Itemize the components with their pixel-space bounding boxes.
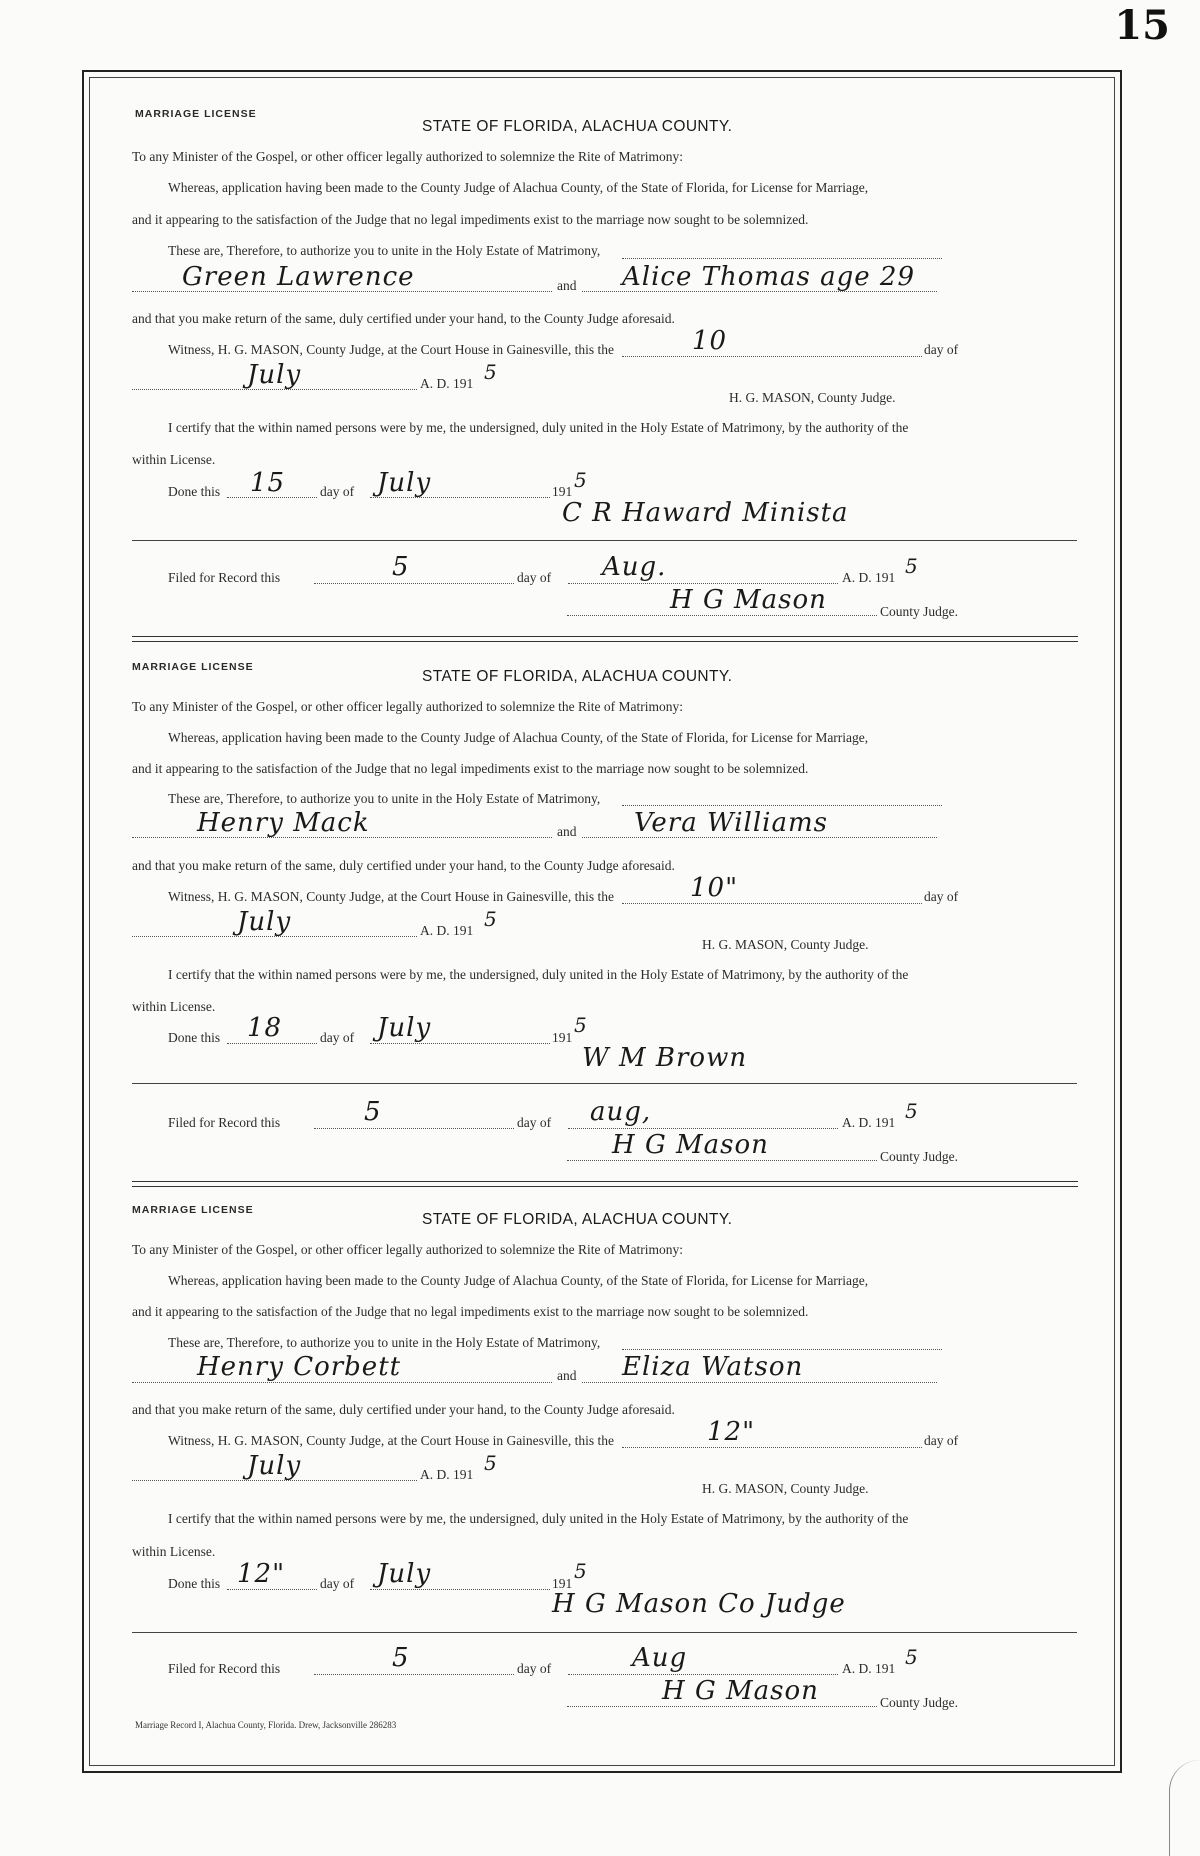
done-day: 12" <box>237 1559 286 1589</box>
page-number: 15 <box>1114 2 1170 49</box>
license-day: 12" <box>707 1417 756 1447</box>
bride-name: Eliza Watson <box>622 1352 804 1382</box>
authorize-line: These are, Therefore, to authorize you to unite in the Holy Estate of Matrimony, <box>168 791 601 806</box>
done-year-digit: 5 <box>574 468 588 492</box>
county-judge-text: County Judge. <box>880 1149 959 1164</box>
ad-text: A. D. 191 <box>420 923 474 938</box>
section-divider <box>132 1181 1078 1187</box>
return-line: and that you make return of the same, duly certified under your hand, to the County Judge aforesaid. <box>132 1402 675 1417</box>
filed-day-of-text: day of <box>517 1661 552 1676</box>
filed-text: Filed for Record this <box>168 1115 281 1130</box>
filed-ad-text: A. D. 191 <box>842 570 896 585</box>
groom-name: Henry Corbett <box>197 1352 402 1382</box>
filed-month: Aug. <box>602 552 667 582</box>
done-year-prefix: 191 <box>552 1030 573 1045</box>
done-day: 15 <box>250 468 286 498</box>
license-label: MARRIAGE LICENSE <box>132 1204 254 1216</box>
license-label: MARRIAGE LICENSE <box>132 661 254 673</box>
officiant-signature: C R Haward Minista <box>562 498 849 528</box>
filed-year-digit: 5 <box>905 1099 919 1123</box>
whereas-line: Whereas, application having been made to the County Judge of Alachua County, of the State of Florida, for License for Marriage, <box>168 1273 869 1288</box>
return-line: and that you make return of the same, duly certified under your hand, to the County Judge aforesaid. <box>132 311 675 326</box>
filed-year-digit: 5 <box>905 554 919 578</box>
witness-line: Witness, H. G. MASON, County Judge, at the Court House in Gainesville, this the <box>168 889 615 904</box>
authorize-line: These are, Therefore, to authorize you to unite in the Holy Estate of Matrimony, <box>168 243 601 258</box>
done-year-digit: 5 <box>574 1013 588 1037</box>
filed-month: aug, <box>590 1097 652 1127</box>
address-line: To any Minister of the Gospel, or other officer legally authorized to solemnize the Rite of Matrimony: <box>132 1242 684 1257</box>
filed-day-of-text: day of <box>517 1115 552 1130</box>
whereas-line: Whereas, application having been made to the County Judge of Alachua County, of the State of Florida, for License for Marriage, <box>168 180 869 195</box>
bride-name: Alice Thomas age 29 <box>622 262 916 292</box>
filed-day-of-text: day of <box>517 570 552 585</box>
filed-month: Aug <box>632 1643 688 1673</box>
filed-day: 5 <box>392 1643 410 1673</box>
ad-text: A. D. 191 <box>420 1467 474 1482</box>
day-of-text: day of <box>924 889 959 904</box>
filed-year-digit: 5 <box>905 1645 919 1669</box>
license-day: 10" <box>690 873 739 903</box>
filed-day: 5 <box>392 552 410 582</box>
footer-imprint: Marriage Record I, Alachua County, Florida. Drew, Jacksonville 286283 <box>135 1720 397 1730</box>
address-line: To any Minister of the Gospel, or other officer legally authorized to solemnize the Rite of Matrimony: <box>132 149 684 164</box>
done-this-text: Done this <box>168 1576 221 1591</box>
done-year-prefix: 191 <box>552 1576 573 1591</box>
filed-ad-text: A. D. 191 <box>842 1661 896 1676</box>
filed-signature: H G Mason <box>670 585 827 615</box>
within-license-text: within License. <box>132 1544 216 1559</box>
certify-line: I certify that the within named persons were by me, the undersigned, duly united in the Holy Estate of Matrimony, by the authority of the <box>168 1511 909 1526</box>
license-header: STATE OF FLORIDA, ALACHUA COUNTY. <box>422 118 733 135</box>
license-year-digit: 5 <box>484 907 498 931</box>
groom-name: Green Lawrence <box>182 262 415 292</box>
license-year-digit: 5 <box>484 360 498 384</box>
witness-line: Witness, H. G. MASON, County Judge, at the Court House in Gainesville, this the <box>168 1433 615 1448</box>
license-day: 10 <box>692 326 728 356</box>
license-month: July <box>247 360 302 390</box>
license-month: July <box>247 1451 302 1481</box>
judge-signature-text: H. G. MASON, County Judge. <box>702 1481 869 1496</box>
done-month: July <box>377 468 432 498</box>
appearing-line: and it appearing to the satisfaction of the Judge that no legal impediments exist to the marriage now sought to be solemnized. <box>132 761 809 776</box>
county-judge-text: County Judge. <box>880 604 959 619</box>
and-text: and <box>557 1368 577 1383</box>
whereas-line: Whereas, application having been made to the County Judge of Alachua County, of the State of Florida, for License for Marriage, <box>168 730 869 745</box>
day-of-text: day of <box>924 342 959 357</box>
page-edge <box>1169 1760 1200 1856</box>
authorize-line: These are, Therefore, to authorize you to unite in the Holy Estate of Matrimony, <box>168 1335 601 1350</box>
certify-line: I certify that the within named persons were by me, the undersigned, duly united in the Holy Estate of Matrimony, by the authority of the <box>168 420 909 435</box>
license-year-digit: 5 <box>484 1451 498 1475</box>
bride-name: Vera Williams <box>634 808 828 838</box>
ad-text: A. D. 191 <box>420 376 474 391</box>
groom-name: Henry Mack <box>197 808 370 838</box>
and-text: and <box>557 278 577 293</box>
done-day-of-text: day of <box>320 1576 355 1591</box>
done-day: 18 <box>247 1013 283 1043</box>
done-day-of-text: day of <box>320 484 355 499</box>
filed-day: 5 <box>364 1097 382 1127</box>
license-header: STATE OF FLORIDA, ALACHUA COUNTY. <box>422 668 733 685</box>
officiant-signature: H G Mason Co Judge <box>552 1589 846 1619</box>
filed-signature: H G Mason <box>612 1130 769 1160</box>
filed-ad-text: A. D. 191 <box>842 1115 896 1130</box>
within-license-text: within License. <box>132 999 216 1014</box>
license-label: MARRIAGE LICENSE <box>135 108 257 120</box>
done-month: July <box>377 1559 432 1589</box>
license-header: STATE OF FLORIDA, ALACHUA COUNTY. <box>422 1211 733 1228</box>
appearing-line: and it appearing to the satisfaction of the Judge that no legal impediments exist to the marriage now sought to be solemnized. <box>132 1304 809 1319</box>
judge-signature-text: H. G. MASON, County Judge. <box>729 390 896 405</box>
filed-signature: H G Mason <box>662 1676 819 1706</box>
certify-line: I certify that the within named persons were by me, the undersigned, duly united in the Holy Estate of Matrimony, by the authority of the <box>168 967 909 982</box>
appearing-line: and it appearing to the satisfaction of the Judge that no legal impediments exist to the marriage now sought to be solemnized. <box>132 212 809 227</box>
return-line: and that you make return of the same, duly certified under your hand, to the County Judge aforesaid. <box>132 858 675 873</box>
witness-line: Witness, H. G. MASON, County Judge, at the Court House in Gainesville, this the <box>168 342 615 357</box>
section-divider <box>132 636 1078 642</box>
address-line: To any Minister of the Gospel, or other officer legally authorized to solemnize the Rite of Matrimony: <box>132 699 684 714</box>
done-year-prefix: 191 <box>552 484 573 499</box>
day-of-text: day of <box>924 1433 959 1448</box>
county-judge-text: County Judge. <box>880 1695 959 1710</box>
and-text: and <box>557 824 577 839</box>
judge-signature-text: H. G. MASON, County Judge. <box>702 937 869 952</box>
filed-text: Filed for Record this <box>168 1661 281 1676</box>
done-day-of-text: day of <box>320 1030 355 1045</box>
license-month: July <box>237 907 292 937</box>
within-license-text: within License. <box>132 452 216 467</box>
done-month: July <box>377 1013 432 1043</box>
officiant-signature: W M Brown <box>582 1043 748 1073</box>
done-this-text: Done this <box>168 484 221 499</box>
done-this-text: Done this <box>168 1030 221 1045</box>
done-year-digit: 5 <box>574 1559 588 1583</box>
filed-text: Filed for Record this <box>168 570 281 585</box>
